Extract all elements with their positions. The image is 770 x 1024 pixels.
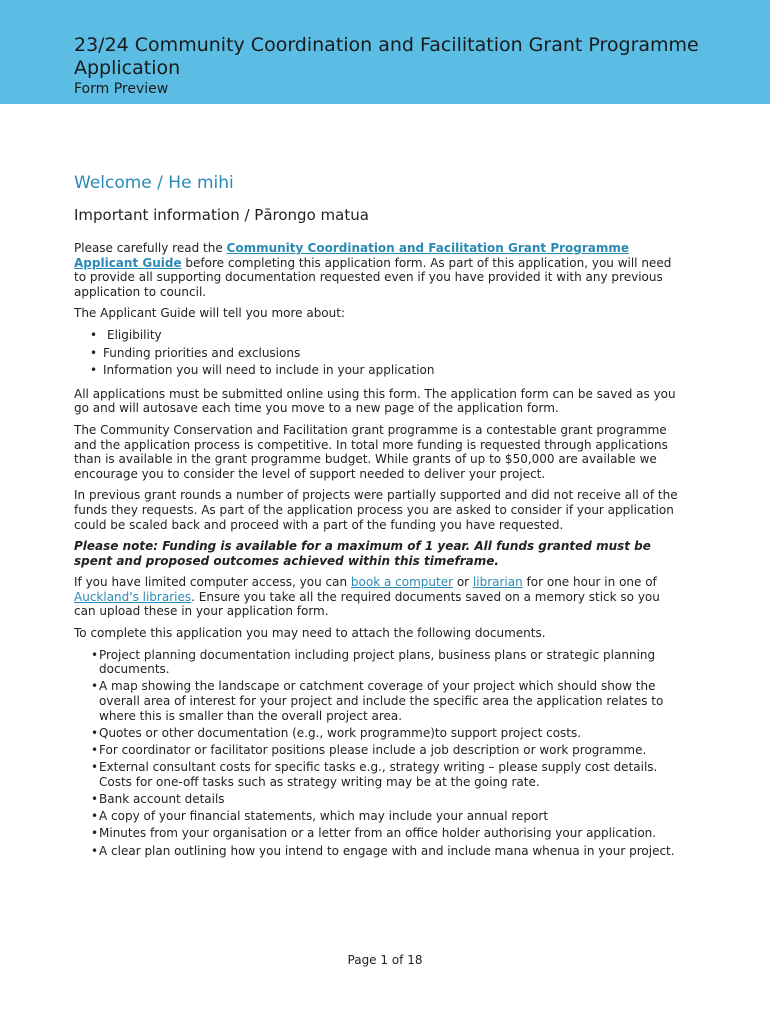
intro-paragraph [74, 241, 678, 299]
list-item: • Information you will need to include in your application [74, 363, 678, 378]
guide-list [74, 328, 678, 378]
list-item: • Minutes from your organisation or a letter from an office holder authorising your application. [74, 826, 678, 841]
previous-rounds-paragraph: In previous grant rounds a number of projects were partially supported and did not receive all of the funds they requests. As part of the application process you are asked to consider if your application could be scaled back and proceed with a part of the funding you have requested. [74, 488, 678, 532]
welcome-heading: Welcome / He mihi [74, 173, 234, 193]
documents-list [74, 648, 678, 858]
list-item: • Bank account details [74, 792, 678, 807]
intro-text-post: before completing this application form. As part of this application, you will need to provide all supporting documentation requested even if you have provided it with any previous application to council. [74, 255, 672, 299]
librarian-link[interactable]: librarian [472, 575, 523, 590]
list-item: • Project planning documentation including project plans, business plans or strategic planning documents. [74, 648, 678, 677]
access-text-1: If you have limited computer access, you can [74, 575, 351, 590]
access-text-3: for one hour in one of [522, 575, 657, 590]
online-paragraph: All applications must be submitted online using this form. The application form can be saved as you go and will autosave each time you move to a new page of the application form. [74, 386, 676, 416]
form-subtitle: Form Preview [74, 81, 169, 97]
funding-note: Please note: Funding is available for a maximum of 1 year. All funds granted must be spent and proposed outcomes achieved within this timeframe. [74, 539, 651, 568]
book-computer-link[interactable]: book a computer [350, 575, 454, 590]
guide-intro: The Applicant Guide will tell you more about: [74, 306, 346, 321]
list-item: • Funding priorities and exclusions [74, 346, 678, 361]
list-item: • A clear plan outlining how you intend to engage with and include mana whenua in your project. [74, 844, 678, 859]
docs-intro: To complete this application you may need to attach the following documents. [74, 626, 546, 641]
page-number: Page 1 of 18 [347, 953, 423, 967]
access-text-4: . Ensure you take all the required documents saved on a memory stick so you can upload these in your application form. [74, 589, 660, 619]
contestable-paragraph: The Community Conservation and Facilitation grant programme is a contestable grant programme and the application process is competitive. In total more funding is requested through applications than is available in the grant programme budget. While grants of up to $50,000 are available we encourage you to consider the level of support needed to deliver your project. [74, 422, 668, 481]
list-item: • A map showing the landscape or catchment coverage of your project which should show the overall area of interest for your project and include the specific area the application relates to where this is smaller than the overall project area. [74, 679, 678, 723]
list-item: • External consultant costs for specific tasks e.g., strategy writing – please supply cost details. Costs for one-off tasks such as strategy writing may be at the going rate. [74, 760, 678, 789]
computer-access-paragraph [74, 575, 678, 619]
important-heading: Important information / Pārongo matua [74, 206, 369, 224]
list-item: • For coordinator or facilitator positions please include a job description or work programme. [74, 743, 678, 758]
list-item: • A copy of your financial statements, which may include your annual report [74, 809, 678, 824]
aucklands-libraries-link[interactable]: Auckland's libraries [74, 589, 192, 604]
applicant-guide-link[interactable]: Community Coordination and Facilitation Grant Programme Applicant Guide [74, 241, 630, 270]
intro-text-pre: Please carefully read the [74, 241, 227, 255]
main-content [74, 170, 678, 867]
access-text-2: or [453, 575, 473, 590]
list-item: • Quotes or other documentation (e.g., work programme)to support project costs. [74, 726, 678, 741]
list-item: • Eligibility [74, 328, 678, 343]
form-title: 23/24 Community Coordination and Facilitation Grant Programme Application [74, 34, 699, 79]
header-banner [0, 0, 770, 104]
